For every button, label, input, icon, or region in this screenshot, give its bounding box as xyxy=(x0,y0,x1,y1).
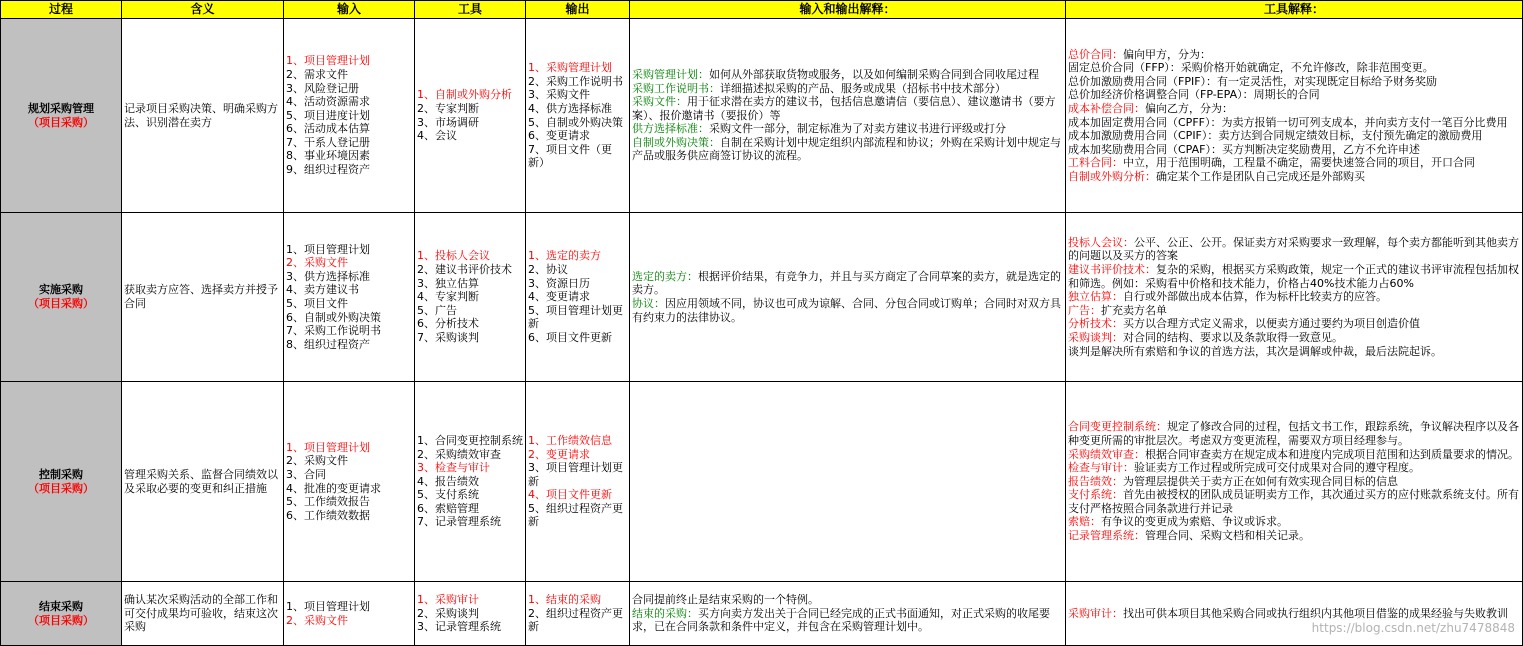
explain-line xyxy=(1068,304,1520,318)
list-item: 3、资源日历 xyxy=(528,276,590,290)
header-row xyxy=(1,1,1523,19)
list-item: 5、项目管理计划更新 xyxy=(528,303,623,331)
list-item: 7、干系人登记册 xyxy=(286,135,370,149)
inputs-cell xyxy=(284,582,415,646)
inputs-cell xyxy=(284,382,415,582)
list-item: 2、采购文件 xyxy=(286,613,348,627)
explain-line xyxy=(1068,129,1520,143)
list-item: 2、需求文件 xyxy=(286,67,348,81)
io-explain-cell xyxy=(630,582,1066,646)
tools-cell xyxy=(415,213,526,382)
explain-key: 采购审计： xyxy=(1068,606,1123,620)
explain-key: 索赔： xyxy=(1068,515,1101,529)
explain-key: 投标人会议： xyxy=(1068,235,1134,249)
explain-text: 对合同的结构、要求以及条款取得一致意见。 xyxy=(1123,330,1343,344)
inputs-cell xyxy=(284,19,415,213)
explain-text: 买方以合理方式定义需求，以便卖方通过要约为项目创造价值 xyxy=(1123,317,1420,331)
outputs-cell xyxy=(526,582,630,646)
header-tools: 工具 xyxy=(415,1,526,19)
list-item: 2、组织过程资产更新 xyxy=(528,606,623,634)
list-item: 7、记录管理系统 xyxy=(417,515,501,529)
table-row xyxy=(1,19,1523,213)
explain-line xyxy=(1068,116,1520,130)
explain-text: 偏向乙方，分为： xyxy=(1145,101,1233,115)
table-row xyxy=(1,382,1523,582)
list-item: 7、采购工作说明书 xyxy=(286,324,381,338)
explain-key: 建议书评价技术： xyxy=(1068,263,1156,277)
explain-text: 有争议的变更成为索赔、争议或诉求。 xyxy=(1101,515,1288,529)
list-item: 2、协议 xyxy=(528,263,568,277)
tool-explain-cell xyxy=(1066,19,1523,213)
list-item: 6、项目文件更新 xyxy=(528,330,612,344)
tool-explain-cell xyxy=(1066,582,1523,646)
explain-line xyxy=(1068,88,1520,102)
list-item: 1、项目管理计划 xyxy=(286,242,370,256)
list-item: 4、会议 xyxy=(417,129,457,143)
explain-text: 总价加经济价格调整合同（FP-EPA）：周期长的合同 xyxy=(1068,88,1320,102)
explain-text: 如何从外部获取货物或服务，以及如何编制采购合同到合同收尾过程 xyxy=(709,67,1039,81)
explain-text: 验证卖方工作过程或所完成可交付成果对合同的遵守程度。 xyxy=(1134,461,1420,475)
list-item: 6、分析技术 xyxy=(417,317,479,331)
explain-line xyxy=(1068,48,1520,62)
explain-line xyxy=(632,95,1063,122)
explain-text: 自行或外部做出成本估算，作为标杆比较卖方的应答。 xyxy=(1123,290,1387,304)
list-item: 7、采购谈判 xyxy=(417,330,479,344)
list-item: 4、供方选择标准 xyxy=(528,101,612,115)
table-row xyxy=(1,582,1523,646)
list-item: 1、合同变更控制系统 xyxy=(417,433,523,447)
explain-line xyxy=(1068,61,1520,75)
io-explain-cell xyxy=(630,213,1066,382)
list-item: 1、结束的采购 xyxy=(528,593,601,607)
explain-key: 记录管理系统： xyxy=(1068,529,1145,543)
list-item: 7、项目文件（更新） xyxy=(528,142,612,170)
process-tag: （项目采购） xyxy=(28,481,94,495)
explain-line xyxy=(1068,515,1520,529)
list-item: 5、工作绩效报告 xyxy=(286,495,370,509)
explain-line xyxy=(632,68,1063,82)
list-item: 2、采购绩效审查 xyxy=(417,447,501,461)
meaning-cell: 记录项目采购决策、明确采购方法、识别潜在卖方 xyxy=(122,19,284,213)
io-explain-cell xyxy=(630,19,1066,213)
explain-text: 根据合同审查卖方在规定成本和进度内完成项目范围和达到质量要求的情况。 xyxy=(1145,447,1519,461)
explain-line xyxy=(632,82,1063,96)
list-item: 3、采购文件 xyxy=(528,88,590,102)
list-item: 2、采购工作说明书 xyxy=(528,74,623,88)
explain-text: 确定某个工作是团队自己完成还是外部购买 xyxy=(1156,169,1365,183)
process-tag: （项目采购） xyxy=(28,115,94,129)
explain-text: 详细描述拟采购的产品、服务或成果（招标书中技术部分） xyxy=(720,81,1006,95)
list-item: 4、报告绩效 xyxy=(417,474,479,488)
table-row xyxy=(1,213,1523,382)
process-name: 控制采购 xyxy=(39,467,83,481)
explain-key: 结束的采购： xyxy=(632,606,698,620)
explain-line xyxy=(632,593,1063,607)
explain-key: 总价合同： xyxy=(1068,47,1123,61)
list-item: 4、项目文件更新 xyxy=(528,488,612,502)
header-io-explain: 输入和输出解释： xyxy=(630,1,1066,19)
explain-text: 复杂的采购，根据买方采购政策，规定一个正式的建议书评审流程包括加权和筛选。例如：采购看中价格和技术能力，价格占40%技术能力占60% xyxy=(1068,263,1519,290)
explain-line xyxy=(632,297,1063,324)
explain-key: 供方选择标准： xyxy=(632,122,709,136)
explain-line xyxy=(1068,475,1520,489)
explain-text: 偏向甲方，分为： xyxy=(1123,47,1211,61)
list-item: 1、自制或外购分析 xyxy=(417,88,512,102)
explain-text: 成本加奖励费用合同（CPAF）：买方判断决定奖励费用，乙方不允许申述 xyxy=(1068,142,1420,156)
process-tag: （项目采购） xyxy=(28,297,94,310)
explain-line xyxy=(1068,420,1520,447)
list-item: 3、记录管理系统 xyxy=(417,620,501,634)
tools-cell xyxy=(415,382,526,582)
explain-text: 采购文件一部分，制定标准为了对卖方建议书进行评级或打分 xyxy=(709,122,1006,136)
header-outputs: 输出 xyxy=(526,1,630,19)
list-item: 5、项目进度计划 xyxy=(286,108,370,122)
list-item: 2、变更请求 xyxy=(528,447,590,461)
list-item: 6、索赔管理 xyxy=(417,501,479,515)
explain-key: 检查与审计： xyxy=(1068,461,1134,475)
explain-key: 协议： xyxy=(632,297,665,310)
explain-line xyxy=(1068,448,1520,462)
explain-text: 总价加激励费用合同（FPIF）：有一定灵活性，对实现既定目标给予财务奖励 xyxy=(1068,74,1438,88)
list-item: 4、卖方建议书 xyxy=(286,283,359,297)
explain-text: 用于征求潜在卖方的建议书，包括信息邀请信（要信息）、建议邀请书（要方案）、报价邀请书（要报价）等 xyxy=(632,95,1056,122)
explain-key: 工料合同： xyxy=(1068,156,1123,170)
explain-key: 采购管理计划： xyxy=(632,67,709,81)
explain-line xyxy=(1068,290,1520,304)
explain-text: 谈判是解决所有索赔和争议的首选方法，其次是调解或仲裁，最后法院起诉。 xyxy=(1068,344,1442,358)
explain-text: 因应用领域不同，协议也可成为谅解、合同、分包合同或订购单；合同时对双方具有约束力的法律协议。 xyxy=(632,297,1061,324)
list-item: 2、专家判断 xyxy=(417,101,479,115)
list-item: 5、支付系统 xyxy=(417,488,479,502)
explain-line xyxy=(1068,236,1520,263)
explain-key: 成本补偿合同： xyxy=(1068,101,1145,115)
list-item: 3、合同 xyxy=(286,467,326,481)
explain-key: 报告绩效： xyxy=(1068,474,1123,488)
io-explain-cell xyxy=(630,382,1066,582)
meaning-cell: 确认某次采购活动的全部工作和可交付成果均可验收，结束这次采购 xyxy=(122,582,284,646)
explain-key: 分析技术： xyxy=(1068,317,1123,331)
process-tag: （项目采购） xyxy=(28,613,94,627)
process-cell xyxy=(1,382,122,582)
explain-key: 采购绩效审查： xyxy=(1068,447,1145,461)
list-item: 3、独立估算 xyxy=(417,276,479,290)
explain-line xyxy=(1068,488,1520,515)
explain-text: 自制在采购计划中规定组织内部流程和协议；外购在采购计划中规定与产品或服务供应商签订协议的流程。 xyxy=(632,135,1061,163)
header-tool-explain: 工具解释： xyxy=(1066,1,1523,19)
list-item: 2、采购谈判 xyxy=(417,606,479,620)
explain-line xyxy=(1068,75,1520,89)
list-item: 2、建议书评价技术 xyxy=(417,263,512,277)
list-item: 6、活动成本估算 xyxy=(286,122,370,136)
list-item: 2、采购文件 xyxy=(286,454,348,468)
explain-text: 管理合同、采购文档和相关记录。 xyxy=(1145,529,1310,543)
list-item: 5、自制或外购决策 xyxy=(528,115,623,129)
explain-text: 根据评价结果，有竞争力，并且与买方商定了合同草案的卖方，就是选定的卖方。 xyxy=(632,269,1061,297)
explain-text: 规定了修改合同的过程，包括文书工作，跟踪系统，争议解决程序以及各种变更所需的审批层次。考虑双方变更流程，需要双方项目经理参与。 xyxy=(1068,420,1519,447)
process-name: 规划采购管理 xyxy=(28,101,94,115)
explain-key: 采购文件： xyxy=(632,95,687,109)
list-item: 6、工作绩效数据 xyxy=(286,508,370,522)
explain-key: 独立估算： xyxy=(1068,290,1123,304)
explain-text: 成本加固定费用合同（CPFF）：为卖方报销一切可列支成本，并向卖方支付一笔百分比费用 xyxy=(1068,115,1508,129)
list-item: 6、变更请求 xyxy=(528,129,590,143)
explain-line xyxy=(1068,317,1520,331)
list-item: 3、风险登记册 xyxy=(286,81,359,95)
explain-line xyxy=(1068,461,1520,475)
meaning-cell: 获取卖方应答、选择卖方并授予合同 xyxy=(122,213,284,382)
list-item: 8、事业环境因素 xyxy=(286,149,370,163)
list-item: 3、市场调研 xyxy=(417,115,479,129)
header-meaning: 含义 xyxy=(122,1,284,19)
list-item: 5、广告 xyxy=(417,303,457,317)
outputs-cell xyxy=(526,213,630,382)
explain-key: 采购谈判： xyxy=(1068,330,1123,344)
explain-text: 固定总价合同（FFP）：采购价格开始就确定，不允许修改，除非范围变更。 xyxy=(1068,61,1434,75)
explain-line xyxy=(1068,102,1520,116)
inputs-cell xyxy=(284,213,415,382)
explain-line xyxy=(1068,529,1520,543)
list-item: 1、项目管理计划 xyxy=(286,440,370,454)
process-cell xyxy=(1,19,122,213)
explain-key: 合同变更控制系统： xyxy=(1068,420,1167,434)
list-item: 1、选定的卖方 xyxy=(528,249,601,263)
list-item: 4、活动资源需求 xyxy=(286,95,370,109)
outputs-cell xyxy=(526,19,630,213)
list-item: 3、检查与审计 xyxy=(417,461,490,475)
explain-key: 自制或外购决策： xyxy=(632,135,720,149)
list-item: 4、批准的变更请求 xyxy=(286,481,381,495)
explain-text: 合同提前终止是结束采购的一个特例。 xyxy=(632,593,819,607)
tools-cell xyxy=(415,582,526,646)
explain-line xyxy=(1068,156,1520,170)
explain-text: 找出可供本项目其他采购合同或执行组织内其他项目借鉴的成果经验与失败教训 xyxy=(1123,606,1508,620)
explain-text: 为管理层提供关于卖方正在如何有效实现合同目标的信息 xyxy=(1123,474,1398,488)
explain-text: 中立，用于范围明确，工程量不确定，需要快速签合同的项目，开口合同 xyxy=(1123,156,1475,170)
explain-line xyxy=(1068,143,1520,157)
explain-line xyxy=(1068,607,1520,621)
list-item: 3、供方选择标准 xyxy=(286,269,370,283)
explain-key: 广告： xyxy=(1068,303,1101,317)
explain-key: 支付系统： xyxy=(1068,488,1123,502)
meaning-cell: 管理采购关系、监督合同绩效以及采取必要的变更和纠正措施 xyxy=(122,382,284,582)
header-inputs: 输入 xyxy=(284,1,415,19)
explain-text: 成本加激励费用合同（CPIF）：卖方达到合同规定绩效目标，支付预先确定的激励费用 xyxy=(1068,129,1483,143)
process-name: 实施采购 xyxy=(39,283,83,297)
list-item: 8、组织过程资产 xyxy=(286,337,370,351)
explain-line xyxy=(632,122,1063,136)
list-item: 1、项目管理计划 xyxy=(286,54,370,68)
explain-key: 采购工作说明书： xyxy=(632,81,720,95)
list-item: 4、变更请求 xyxy=(528,290,590,304)
list-item: 1、采购审计 xyxy=(417,593,479,607)
list-item: 1、采购管理计划 xyxy=(528,61,612,75)
explain-line xyxy=(1068,345,1520,359)
explain-key: 选定的卖方： xyxy=(632,269,698,283)
explain-text: 买方向卖方发出关于合同已经完成的正式书面通知，对正式采购的收尾要求，已在合同条款和条件中定义，并包含在采购管理计划中。 xyxy=(632,606,1050,634)
list-item: 9、组织过程资产 xyxy=(286,163,370,177)
list-item: 1、工作绩效信息 xyxy=(528,433,612,447)
explain-text: 首先由被授权的团队成员证明卖方工作，其次通过买方的应付账款系统支付。所有支付严格按照合同条款进行并记录 xyxy=(1068,488,1519,515)
list-item: 1、投标人会议 xyxy=(417,249,490,263)
explain-text: 公平、公正、公开。保证卖方对采购要求一致理解，每个卖方都能听到其他卖方的问题以及买方的答案 xyxy=(1068,235,1519,263)
list-item: 3、项目管理计划更新 xyxy=(528,461,623,488)
explain-text: 扩充卖方名单 xyxy=(1101,303,1167,317)
explain-line xyxy=(632,136,1063,163)
list-item: 2、采购文件 xyxy=(286,256,348,270)
process-name: 结束采购 xyxy=(39,599,83,613)
list-item: 4、专家判断 xyxy=(417,290,479,304)
list-item: 1、项目管理计划 xyxy=(286,599,370,613)
explain-line xyxy=(632,607,1063,634)
list-item: 5、项目文件 xyxy=(286,297,348,310)
list-item: 6、自制或外购决策 xyxy=(286,310,381,324)
process-cell xyxy=(1,213,122,382)
process-cell xyxy=(1,582,122,646)
tools-cell xyxy=(415,19,526,213)
tool-explain-cell xyxy=(1066,382,1523,582)
outputs-cell xyxy=(526,382,630,582)
watermark: https://blog.csdn.net/zhu7478848 xyxy=(1311,621,1515,635)
explain-line xyxy=(1068,170,1520,184)
header-process: 过程 xyxy=(1,1,122,19)
explain-line xyxy=(632,270,1063,297)
list-item: 5、组织过程资产更新 xyxy=(528,501,623,529)
explain-key: 自制或外购分析： xyxy=(1068,169,1156,183)
explain-line xyxy=(1068,263,1520,290)
explain-line xyxy=(1068,331,1520,345)
tool-explain-cell xyxy=(1066,213,1523,382)
